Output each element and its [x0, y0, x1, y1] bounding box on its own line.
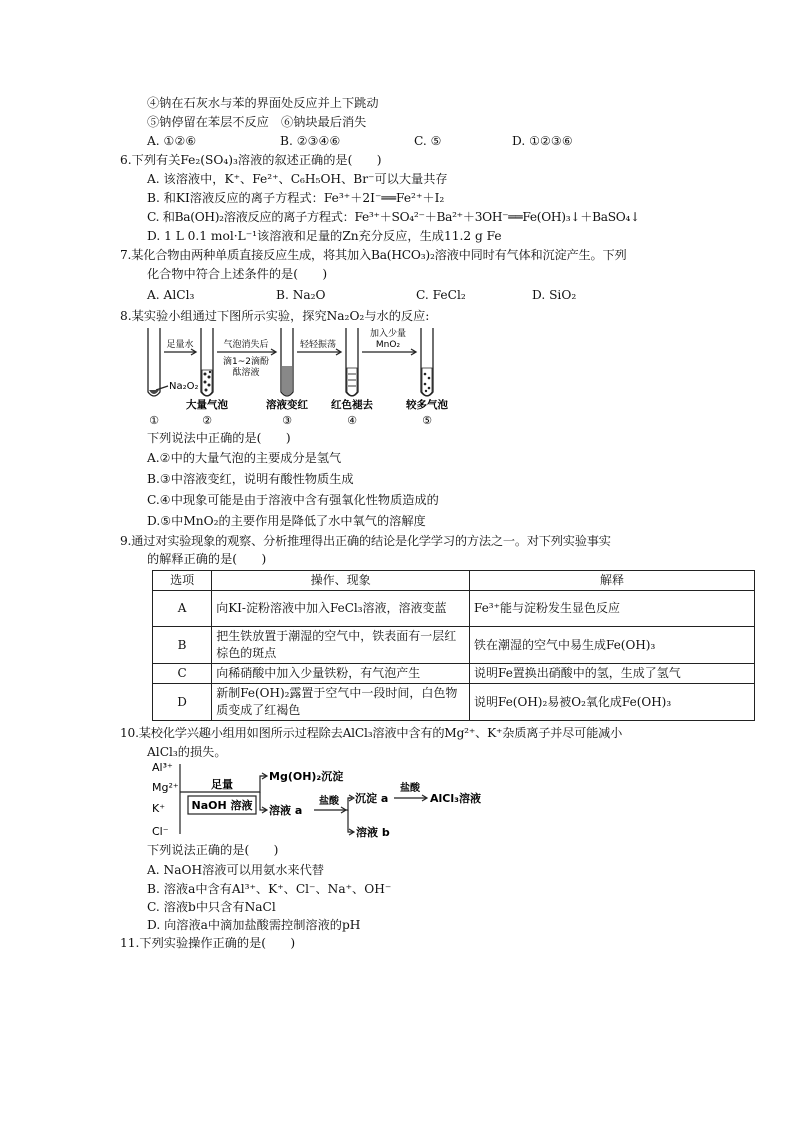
q9-table [152, 570, 755, 721]
q10-ask: 下列说法正确的是( ) [147, 843, 279, 857]
mg-precipitate-label: Mg(OH)₂沉淀 [269, 770, 344, 783]
row-b-explanation: 铁在潮湿的空气中易生成Fe(OH)₃ [470, 627, 755, 664]
ion-al: Al³⁺ [152, 761, 173, 774]
arrow4-bottom-label: MnO₂ [375, 340, 401, 350]
q10-stem-line2: AlCl₃的损失。 [147, 745, 227, 759]
arrow2-bottom-label-1: 滴1~2滴酚 [223, 357, 269, 367]
tube5-number: ⑤ [422, 414, 432, 427]
test-tube-1 [148, 328, 160, 396]
q5-option-a: A. ①②⑥ [147, 134, 197, 148]
tube3-number: ③ [282, 414, 292, 427]
arrow1-label: 足量水 [166, 340, 194, 350]
solution-a-label: 溶液 a [269, 804, 303, 817]
arrow2-bottom-label-2: 酞溶液 [232, 368, 260, 378]
ion-mg: Mg²⁺ [152, 781, 179, 794]
q7-option-d: D. SiO₂ [532, 288, 577, 302]
q5-statement-4: ④钠在石灰水与苯的界面处反应并上下跳动 [147, 96, 379, 110]
row-c-operation: 向稀硝酸中加入少量铁粉，有气泡产生 [212, 664, 470, 684]
row-c-option: C [153, 664, 212, 684]
q5-option-c: C. ⑤ [414, 134, 442, 148]
header-explanation: 解释 [470, 571, 755, 591]
q6-option-a: A. 该溶液中，K⁺、Fe²⁺、C₆H₅OH、Br⁻可以大量共存 [147, 172, 448, 186]
q7-stem-line1: 7.某化合物由两种单质直接反应生成，将其加入Ba(HCO₃)₂溶液中同时有气体和沉淀产生。下列 [120, 248, 627, 262]
q6-stem: 6.下列有关Fe₂(SO₄)₃溶液的叙述正确的是( ) [120, 153, 382, 167]
q5-option-b: B. ②③④⑥ [280, 134, 341, 148]
q8-option-b: B.③中溶液变红，说明有酸性物质生成 [147, 472, 354, 486]
q8-stem: 8.某实验小组通过下图所示实验，探究Na₂O₂与水的反应: [120, 309, 430, 323]
row-a-explanation: Fe³⁺能与淀粉发生显色反应 [470, 591, 755, 627]
ion-cl: Cl⁻ [152, 825, 169, 838]
row-b-operation: 把生铁放置于潮湿的空气中，铁表面有一层红棕色的斑点 [212, 627, 470, 664]
reagent-label: Na₂O₂ [169, 381, 199, 392]
q6-option-d: D. 1 L 0.1 mol·L⁻¹该溶液和足量的Zn充分反应，生成11.2 g Fe [147, 229, 502, 243]
tube4-number: ④ [347, 414, 357, 427]
q10-stem-line1: 10.某校化学兴趣小组用如图所示过程除去AlCl₃溶液中含有的Mg²⁺、K⁺杂质离子并尽可能减小 [120, 726, 623, 740]
q10-option-b: B. 溶液a中含有Al³⁺、K⁺、Cl⁻、Na⁺、OH⁻ [147, 882, 392, 896]
tube1-number: ① [149, 414, 159, 427]
row-a-operation: 向KI-淀粉溶液中加入FeCl₃溶液，溶液变蓝 [212, 591, 470, 627]
q8-option-a: A.②中的大量气泡的主要成分是氢气 [147, 451, 342, 465]
hcl-label-2: 盐酸 [400, 783, 420, 794]
q9-stem-line1: 9.通过对实验现象的观察、分析推理得出正确的结论是化学学习的方法之一。对下列实验事实 [120, 534, 611, 548]
row-d-operation: 新制Fe(OH)₂露置于空气中一段时间，白色物质变成了红褐色 [212, 684, 470, 721]
reagent-amount-label: 足量 [211, 778, 233, 791]
arrow3-label: 轻轻振荡 [299, 340, 337, 350]
row-b-option: B [153, 627, 212, 664]
row-c-explanation: 说明Fe置换出硝酸中的氢，生成了氢气 [470, 664, 755, 684]
row-d-option: D [153, 684, 212, 721]
reagent-naoh-label: NaOH 溶液 [191, 799, 253, 812]
header-option: 选项 [153, 571, 212, 591]
arrow4-top-label: 加入少量 [369, 329, 407, 339]
tube5-label: 较多气泡 [406, 399, 448, 411]
table-row [153, 684, 755, 721]
solution-b-label: 溶液 b [356, 826, 390, 839]
q10-option-c: C. 溶液b中只含有NaCl [147, 900, 276, 914]
q8-option-c: C.④中现象可能是由于溶液中含有强氧化性物质造成的 [147, 493, 439, 507]
row-a-option: A [153, 591, 212, 627]
tube3-label: 溶液变红 [266, 399, 308, 411]
row-d-explanation: 说明Fe(OH)₂易被O₂氧化成Fe(OH)₃ [470, 684, 755, 721]
q6-option-c: C. 和Ba(OH)₂溶液反应的离子方程式：Fe³⁺＋SO₄²⁻＋Ba²⁺＋3OH⁻══Fe(OH)₃↓＋BaSO₄↓ [147, 210, 640, 224]
q8-option-d: D.⑤中MnO₂的主要作用是降低了水中氧气的溶解度 [147, 514, 426, 528]
table-row [153, 591, 755, 627]
q11-stem: 11.下列实验操作正确的是( ) [120, 936, 296, 950]
q7-option-b: B. Na₂O [276, 288, 326, 302]
precipitate-a-label: 沉淀 a [355, 792, 389, 805]
q9-stem-line2: 的解释正确的是( ) [147, 552, 267, 566]
q10-option-a: A. NaOH溶液可以用氨水来代替 [147, 863, 324, 877]
q7-option-a: A. AlCl₃ [147, 288, 195, 302]
q10-option-d: D. 向溶液a中滴加盐酸需控制溶液的pH [147, 918, 361, 932]
alcl3-product-label: AlCl₃溶液 [430, 792, 481, 805]
q7-option-c: C. FeCl₂ [416, 288, 466, 302]
table-header-row [153, 571, 755, 591]
table-row [153, 627, 755, 664]
q10-process-diagram [148, 758, 508, 844]
q7-stem-line2: 化合物中符合上述条件的是( ) [147, 267, 328, 281]
header-operation: 操作、现象 [212, 571, 470, 591]
hcl-label-1: 盐酸 [319, 796, 339, 807]
tube2-label: 大量气泡 [186, 399, 228, 411]
tube4-label: 红色褪去 [331, 399, 373, 411]
tube2-number: ② [202, 414, 212, 427]
q5-option-d: D. ①②③⑥ [512, 134, 573, 148]
q8-ask: 下列说法中正确的是( ) [147, 431, 291, 445]
table-row [153, 664, 755, 684]
ion-k: K⁺ [152, 802, 166, 815]
arrow2-top-label: 气泡消失后 [223, 340, 269, 350]
q8-experiment-diagram [140, 322, 470, 430]
q5-statement-5: ⑤钠停留在苯层不反应 ⑥钠块最后消失 [147, 115, 367, 129]
q6-option-b: B. 和KI溶液反应的离子方程式：Fe³⁺＋2I⁻══Fe²⁺＋I₂ [147, 191, 445, 205]
